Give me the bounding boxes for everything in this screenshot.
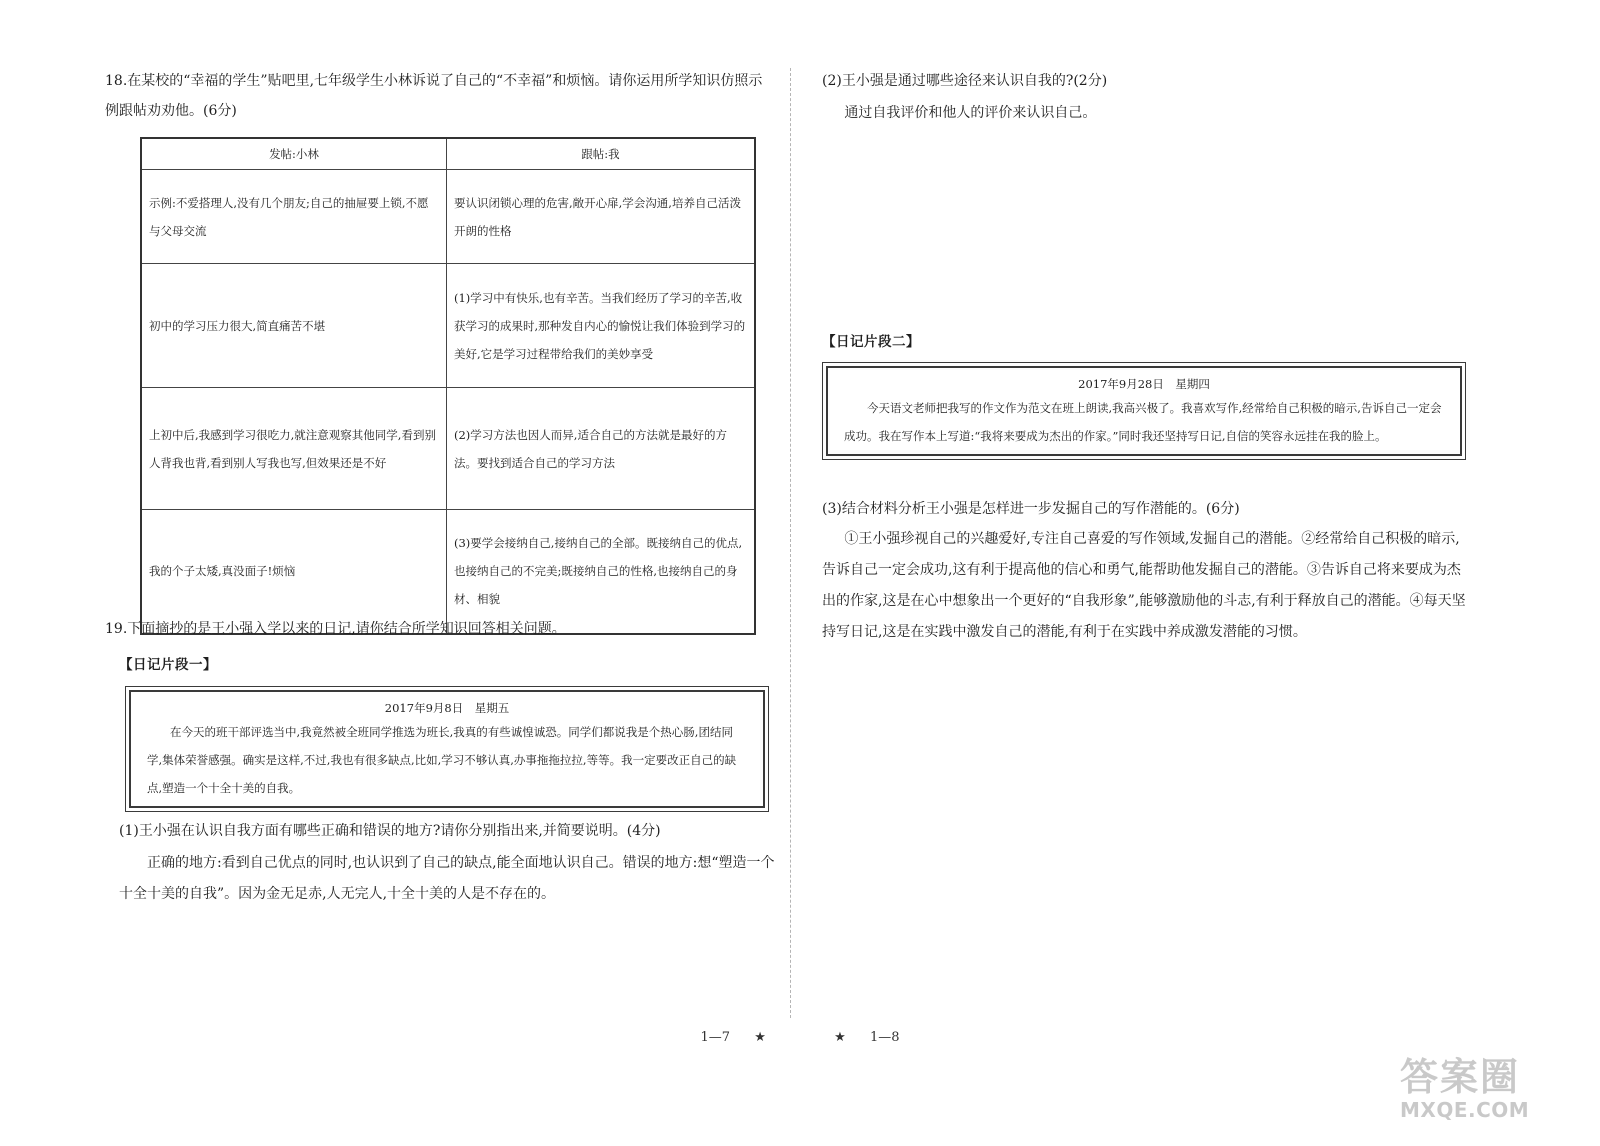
sub-question-2: (2)王小强是通过哪些途径来认识自我的?(2分) — [822, 73, 1108, 89]
table-row — [141, 170, 755, 264]
reply-cell: (2)学习方法也因人而异,适合自己的方法就是最好的方法。要找到适合自己的学习方法 — [447, 388, 756, 510]
diary-1-box — [125, 686, 769, 812]
left-page — [105, 0, 785, 1146]
diary-2-label: 【日记片段二】 — [822, 334, 920, 350]
page-footer — [0, 1030, 1600, 1045]
page-number-right: 1—8 — [869, 1030, 900, 1045]
col-header-post: 发帖:小林 — [141, 138, 447, 170]
right-page — [822, 0, 1502, 1146]
reply-cell: 要认识闭锁心理的危害,敞开心扉,学会沟通,培养自己活泼开朗的性格 — [447, 170, 756, 264]
table-row — [141, 264, 755, 388]
post-reply-table — [140, 137, 756, 635]
page-number-left: 1—7 — [700, 1030, 731, 1045]
diary-1-text: 在今天的班干部评选当中,我竟然被全班同学推选为班长,我真的有些诚惶诚恐。同学们都说我是个热心肠,团结同学,集体荣誉感强。确实是这样,不过,我也有很多缺点,比如,学习不够认真,办事拖拖拉拉,等等。我一定要改正自己的缺点,塑造一个十全十美的自我。 — [147, 725, 737, 795]
table-row — [141, 388, 755, 510]
post-cell: 初中的学习压力很大,简直痛苦不堪 — [141, 264, 447, 388]
reply-cell: (1)学习中有快乐,也有辛苦。当我们经历了学习的辛苦,收获学习的成果时,那种发自内心的愉悦让我们体验到学习的美好,它是学习过程带给我们的美妙享受 — [447, 264, 756, 388]
table-header-row — [141, 138, 755, 170]
question-18-stem: 18.在某校的“幸福的学生”贴吧里,七年级学生小林诉说了自己的“不幸福”和烦恼。请你运用所学知识仿照示例跟帖劝劝他。(6分) — [105, 73, 763, 119]
watermark-logo-text: 答案圈 — [1400, 1055, 1521, 1099]
diary-2-text: 今天语文老师把我写的作文作为范文在班上朗读,我高兴极了。我喜欢写作,经常给自己积极的暗示,告诉自己一定会成功。我在写作本上写道:“我将来要成为杰出的作家。”同时我还坚持写日记,自信的笑容永远挂在我的脸上。 — [844, 401, 1442, 443]
post-cell: 我的个子太矮,真没面子!烦恼 — [141, 510, 447, 634]
sub-answer-1: 正确的地方:看到自己优点的同时,也认识到了自己的缺点,能全面地认识自己。错误的地方:想“塑造一个十全十美的自我”。因为金无足赤,人无完人,十全十美的人是不存在的。 — [119, 855, 775, 902]
site-watermark — [1400, 1055, 1570, 1125]
diary-2-date: 2017年9月28日 星期四 — [1078, 377, 1210, 391]
sub-question-3: (3)结合材料分析王小强是怎样进一步发掘自己的写作潜能的。(6分) — [822, 501, 1240, 517]
sub-question-1: (1)王小强在认识自我方面有哪些正确和错误的地方?请你分别指出来,并简要说明。(4分) — [119, 823, 661, 839]
star-icon: ★ — [834, 1030, 846, 1045]
diary-1-label: 【日记片段一】 — [119, 657, 217, 673]
col-header-reply: 跟帖:我 — [447, 138, 756, 170]
post-cell: 上初中后,我感到学习很吃力,就注意观察其他同学,看到别人背我也背,看到别人写我也写,但效果还是不好 — [141, 388, 447, 510]
watermark-url: MXQE.COM — [1400, 1098, 1530, 1122]
reply-cell: (3)要学会接纳自己,接纳自己的全部。既接纳自己的优点,也接纳自己的不完美;既接纳自己的性格,也接纳自己的身材、相貌 — [447, 510, 756, 634]
post-cell: 示例:不爱搭理人,没有几个朋友;自己的抽屉要上锁,不愿与父母交流 — [141, 170, 447, 264]
diary-2-box — [822, 362, 1466, 460]
star-icon: ★ — [754, 1030, 766, 1045]
diary-1-date: 2017年9月8日 星期五 — [384, 701, 510, 715]
sub-answer-2: 通过自我评价和他人的评价来认识自己。 — [844, 105, 1097, 121]
column-divider — [790, 68, 791, 1018]
question-19-stem: 19.下面摘抄的是王小强入学以来的日记,请你结合所学知识回答相关问题。 — [105, 621, 566, 637]
sub-answer-3: ①王小强珍视自己的兴趣爱好,专注自己喜爱的写作领域,发掘自己的潜能。②经常给自己积极的暗示,告诉自己一定会成功,这有利于提高他的信心和勇气,能帮助他发掘自己的潜能。③告诉自己将来要成为杰出的作家,这是在心中想象出一个更好的“自我形象”,能够激励他的斗志,有利于释放自己的潜能。④每天坚持写日记,这是在实践中激发自己的潜能,有利于在实践中养成激发潜能的习惯。 — [822, 531, 1466, 640]
